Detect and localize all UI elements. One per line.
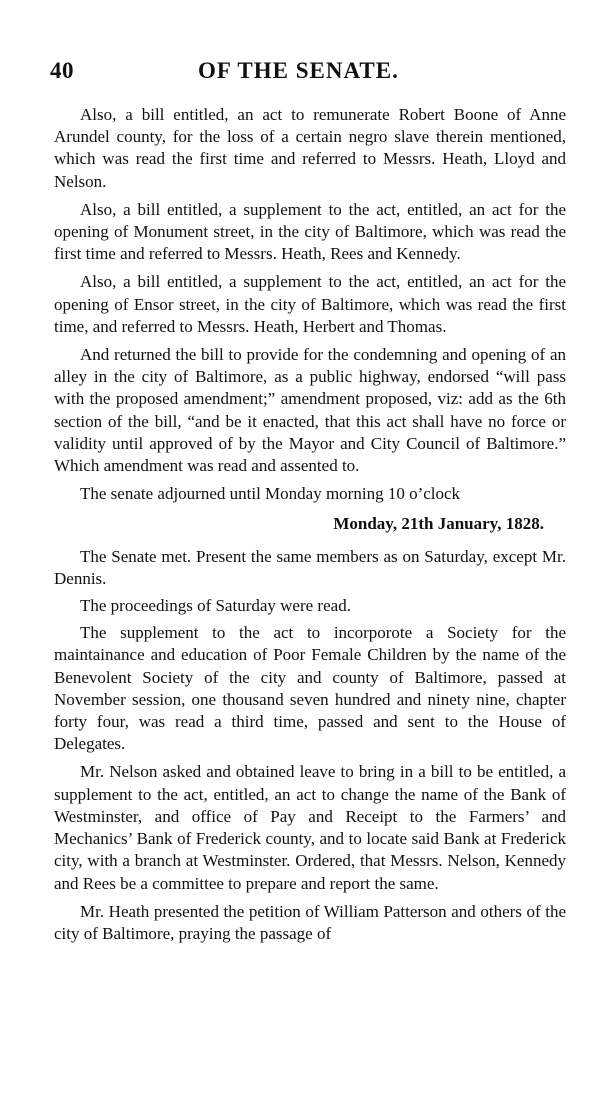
- adjournment-line: The senate adjourned until Monday morning 10 o’clock: [80, 484, 461, 504]
- paragraph-ensor-street-bill: Also, a bill entitled, a supplement to the act, entitled, an act for the opening of Ensor street, in the city of Baltimore, which was read the first time, and referred to Messrs. Heath, Herbert and Thomas.: [54, 272, 566, 336]
- paragraph-bank-of-westminster-bill: Mr. Nelson asked and obtained leave to bring in a bill to be entitled, a supplement to the act, entitled, an act to change the name of the Bank of Westminster, and office of Pay and Receipt to the Farmers’ and Mechanics’ Bank of Frederick county, and to locate said Bank at Frederick city, with a branch at Westminster. Ordered, that Messrs. Nelson, Kennedy and Rees be a committee to prepare and report the same.: [54, 762, 566, 893]
- paragraph-patterson-petition: Mr. Heath presented the petition of William Patterson and others of the city of Baltimore, praying the passage of: [54, 901, 566, 943]
- paragraph-alley-bill-amendment: And returned the bill to provide for the condemning and opening of an alley in the city of Baltimore, as a public highway, endorsed “will pass with the proposed amendment;” amendment proposed, viz: add as the 6th section of the bill, “and be it enacted, that this act shall have no force or validity until approved of by the Mayor and City Council of Baltimore.” Which amendment was read and assented to.: [54, 345, 566, 476]
- page-number: 40: [50, 58, 74, 83]
- paragraph-robert-boone-bill: Also, a bill entitled, an act to remunerate Robert Boone of Anne Arundel county, for the loss of a certain negro slave therein mentioned, which was read the first time and referred to Messrs. Heath, Lloyd and Nelson.: [54, 105, 566, 191]
- paragraph-senate-met: The Senate met. Present the same members as on Saturday, except Mr. Dennis.: [54, 546, 566, 588]
- running-head: OF THE SENATE.: [198, 58, 399, 83]
- paragraph-proceedings-read: The proceedings of Saturday were read.: [80, 596, 351, 616]
- body-text: [54, 104, 566, 951]
- paragraph-benevolent-society-supplement: The supplement to the act to incorporote a Society for the maintainance and education of Poor Female Children by the name of the Benevolent Society of the city and county of Baltimore, passed at November session, one thousand seven hundred and ninety nine, chapter forty four, was read a third time, passed and sent to the House of Delegates.: [54, 623, 566, 754]
- paragraph-monument-street-bill: Also, a bill entitled, a supplement to the act, entitled, an act for the opening of Monument street, in the city of Baltimore, which was read the first time and referred to Messrs. Heath, Rees and Kennedy.: [54, 199, 566, 264]
- session-date-heading: Monday, 21th January, 1828.: [333, 514, 544, 534]
- page-header: [50, 58, 570, 88]
